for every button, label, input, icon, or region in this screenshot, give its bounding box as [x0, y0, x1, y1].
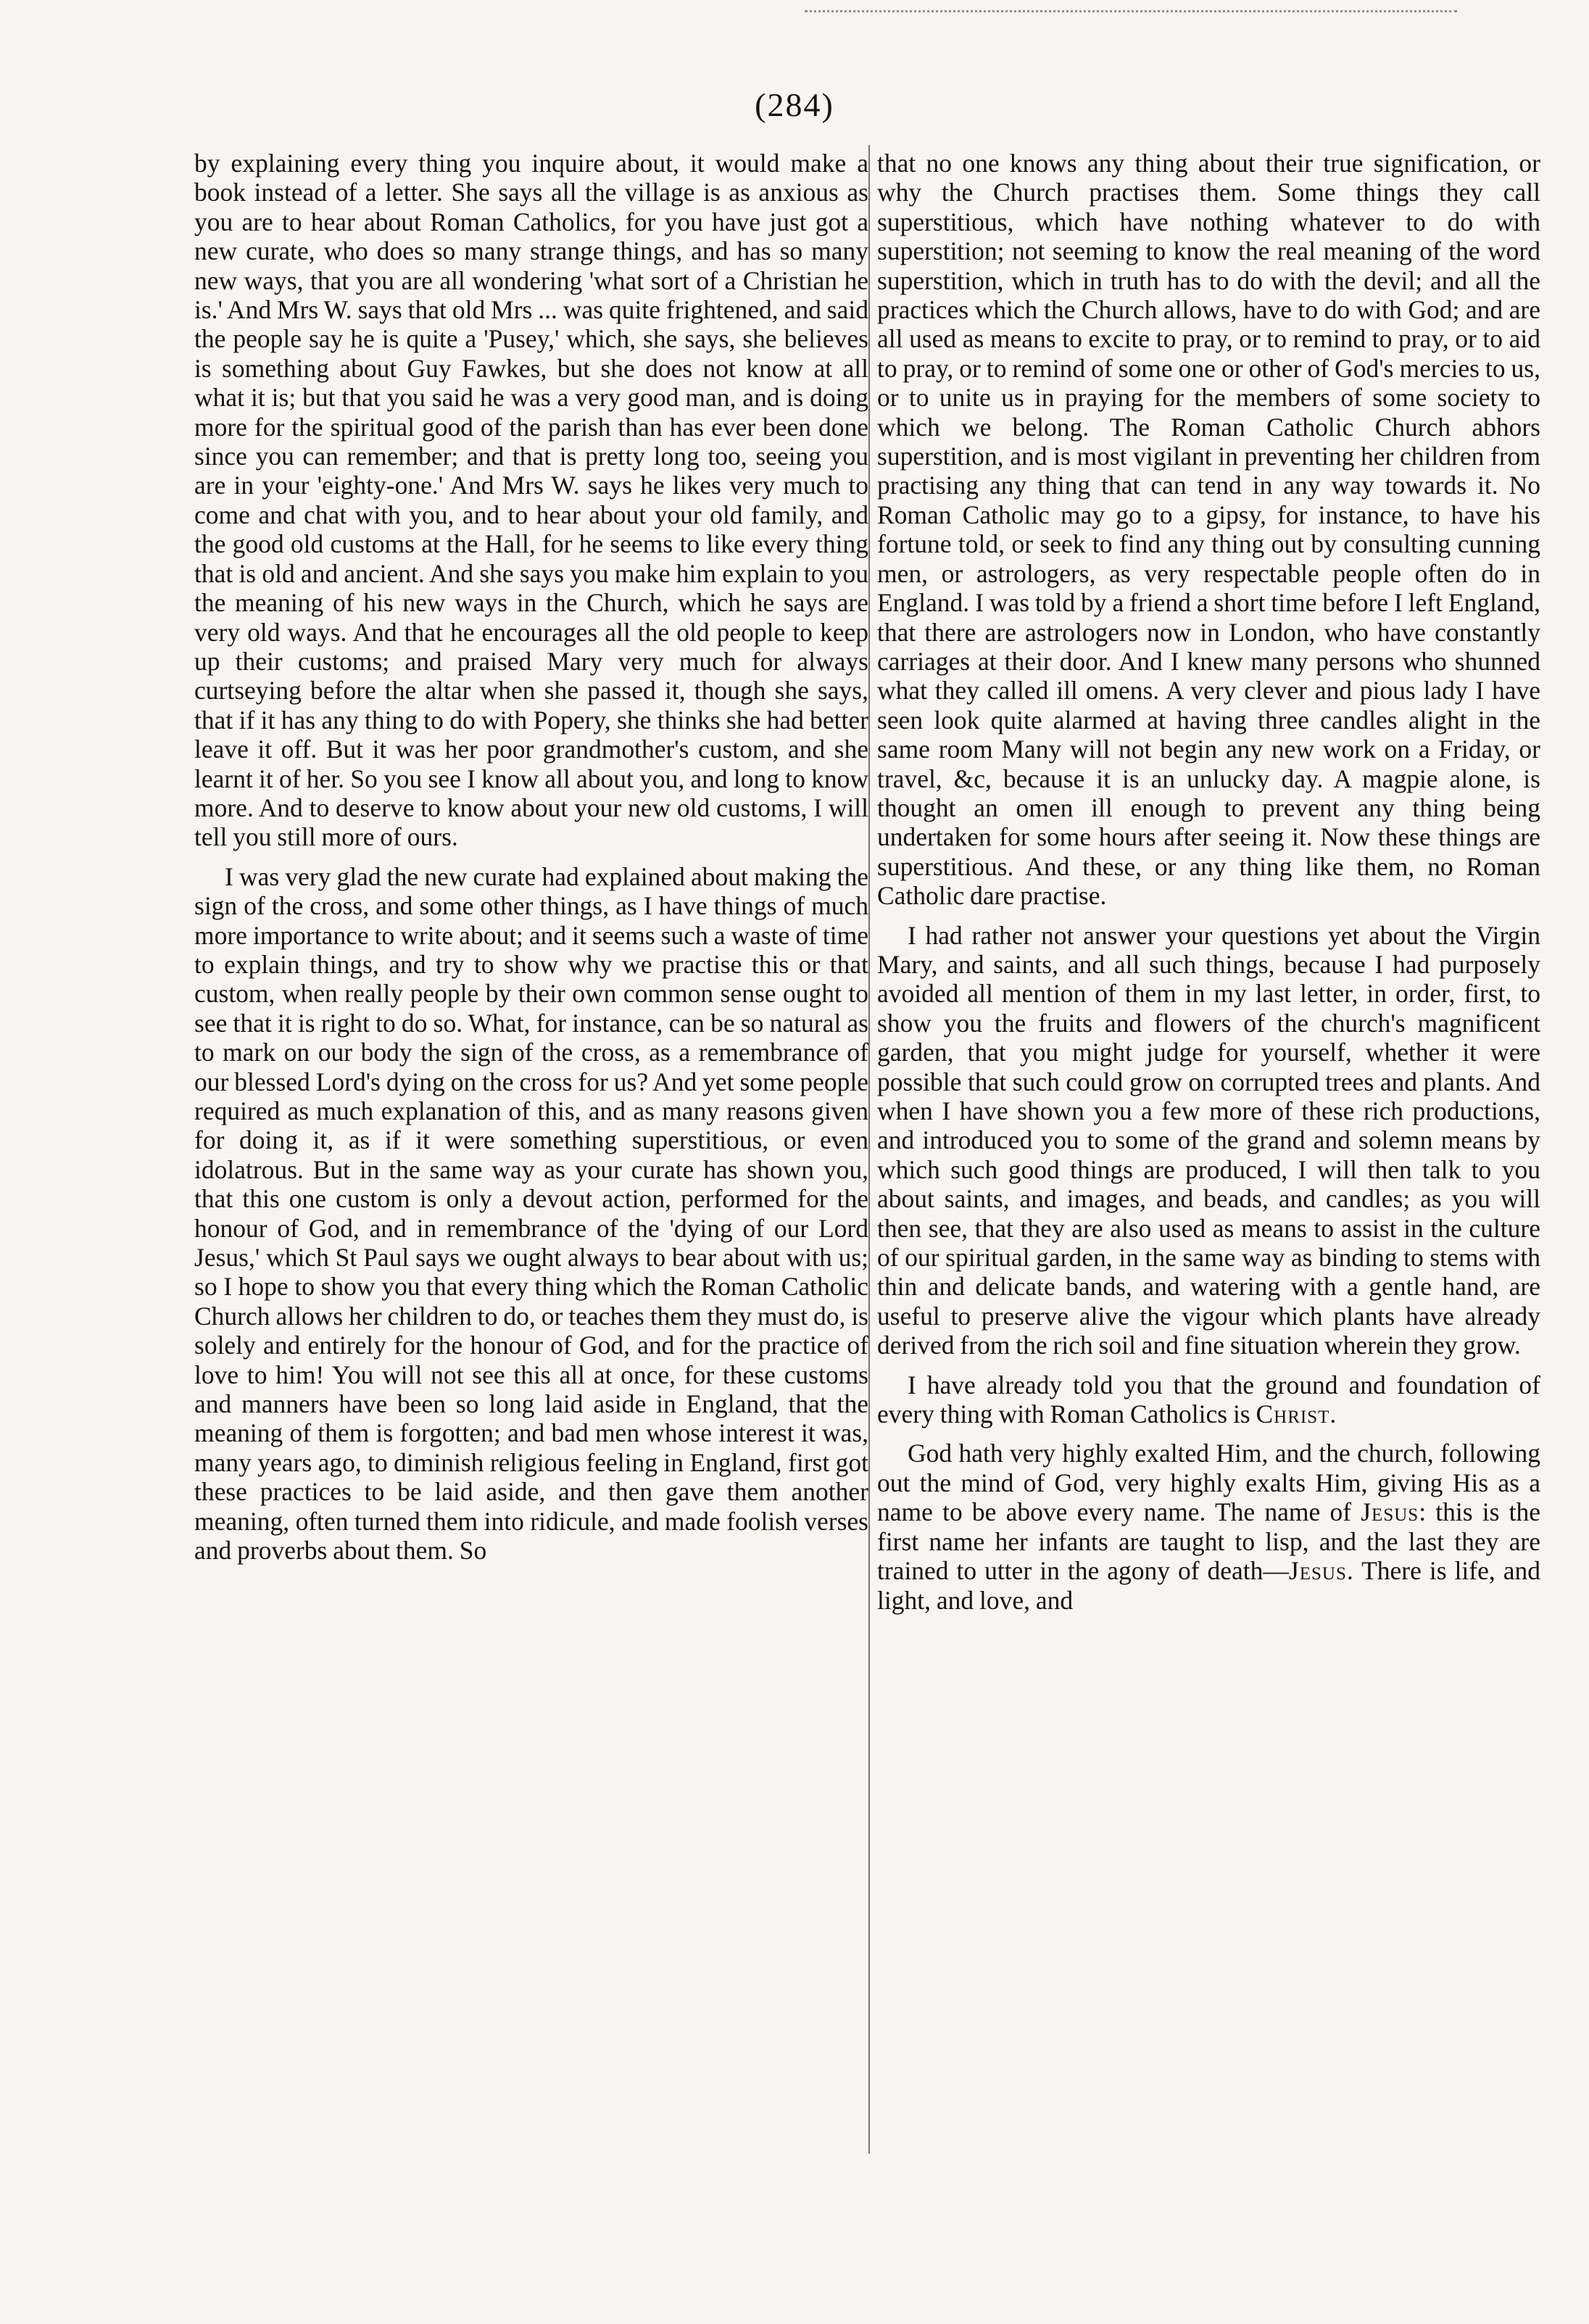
right-paragraph-4-text-a: God hath very highly exalted Him, and the church, following out the mind of God, very highly exalts Him, giving His as a name to be above every name. The name of [877, 1439, 1540, 1527]
top-rule [805, 0, 1457, 12]
left-paragraph-1: by explaining every thing you inquire about, it would make a book instead of a letter. She says all the village is as anxious as you are to hear about Roman Catholics, for you have just got a new curate, who does so many strange things, and has so many new ways, that you are all wondering 'what sort of a Christian he is.' And Mrs W. says that old Mrs ... was quite frightened, and said the people say he is quite a 'Pusey,' which, she says, she believes is something about Guy Fawkes, but she does not know at all what it is; but that you said he was a very good man, and is doing more for the spiritual good of the parish than has ever been done since you can remember; and that is pretty long too, seeing you are in your 'eighty-one.' And Mrs W. says he likes very much to come and chat with you, and to hear about your old family, and the good old customs at the Hall, for he seems to like every thing that is old and ancient. And she says you make him explain to you the meaning of his new ways in the Church, which he says are very old ways. And that he encourages all the old people to keep up their customs; and praised Mary very much for always curtseying before the altar when she passed it, though she says, that if it has any thing to do with Popery, she thinks she had better leave it off. But it was her poor grandmother's custom, and she learnt it of her. So you see I know all about you, and long to know more. And to deserve to know about your new old customs, I will tell you still more of ours. [194, 149, 868, 852]
jesus-word-1: Jesus [1361, 1497, 1419, 1527]
column-divider [868, 145, 870, 2154]
right-column [877, 149, 1540, 2179]
right-paragraph-3 [877, 1370, 1540, 1429]
right-paragraph-4-text-b: : this is the first name her infants are taught to lisp, and the last they are trained to utter in the agony of death— [877, 1497, 1540, 1586]
page-number: (284) [755, 86, 834, 123]
right-paragraph-4 [877, 1439, 1540, 1614]
right-paragraph-1: that no one knows any thing about their true signification, or why the Church practises them. Some things they call superstitious, which have nothing whatever to do with superstition; not seeming to know the real meaning of the word superstition, which in truth has to do with the devil; and all the practices which the Church allows, have to do with God; and are all used as means to excite to pray, or to remind to pray, or to aid to pray, or to remind of some one or other of God's mercies to us, or to unite us in praying for the members of some society to which we belong. The Roman Catholic Church abhors superstition, and is most vigilant in preventing her children from practising any thing that can tend in any way towards it. No Roman Catholic may go to a gipsy, for instance, to have his fortune told, or seek to find any thing out by consulting cunning men, or astrologers, as very respectable people often do in England. I was told by a friend a short time before I left England, that there are astrologers now in London, who have constantly carriages at their door. And I knew many persons who shunned what they called ill omens. A very clever and pious lady I have seen look quite alarmed at having three candles alight in the same room Many will not begin any new work on a Friday, or travel, &c, because it is an unlucky day. A magpie alone, is thought an omen ill enough to prevent any thing being undertaken for some hours after seeing it. Now these things are superstitious. And these, or any thing like them, no Roman Catholic dare practise. [877, 149, 1540, 911]
right-paragraph-4-text-c: There is life, and light, and love, and [877, 1556, 1540, 1615]
right-paragraph-3-text: I have already told you that the ground and foundation of every thing with Roman Catholics is [877, 1370, 1540, 1429]
right-paragraph-2: I had rather not answer your questions yet about the Virgin Mary, and saints, and all such things, because I had purposely avoided all mention of them in my last letter, in order, first, to show you the fruits and flowers of the church's magnificent garden, that you might judge for yourself, whether it were possible that such could grow on corrupted trees and plants. And when I have shown you a few more of these rich productions, and introduced you to some of the grand and solemn means by which such good things are produced, I will then talk to you about saints, and images, and beads, and candles; as you will then see, that they are also used as means to assist in the culture of our spiritual garden, in the same way as binding to stems with thin and delicate bands, and watering with a gentle hand, are useful to preserve alive the vigour which plants have already derived from the rich soil and fine situation wherein they grow. [877, 920, 1540, 1360]
jesus-word-2: Jesus. [1288, 1556, 1354, 1586]
left-column [194, 149, 868, 2179]
left-paragraph-2: I was very glad the new curate had explained about making the sign of the cross, and some other things, as I have things of much more importance to write about; and it seems such a waste of time to explain things, and try to show why we practise this or that custom, when really people by their own common sense ought to see that it is right to do so. What, for instance, can be so natural as to mark on our body the sign of the cross, as a remembrance of our blessed Lord's dying on the cross for us? And yet some people required as much explanation of this, and as many reasons given for doing it, as if it were something superstitious, or even idolatrous. But in the same way as your curate has shown you, that this one custom is only a devout action, performed for the honour of God, and in remembrance of the 'dying of our Lord Jesus,' which St Paul says we ought always to bear about with us; so I hope to show you that every thing which the Roman Catholic Church allows her children to do, or teaches them they must do, is solely and entirely for the honour of God, and for the practice of love to him! You will not see this all at once, for these customs and manners have been so long laid aside in England, that the meaning of them is forgotten; and bad men whose interest it was, many years ago, to diminish religious feeling in England, first got these practices to be laid aside, and then gave them another meaning, often turned them into ridicule, and made foolish verses and proverbs about them. So [194, 861, 868, 1566]
christ-word: Christ. [1256, 1399, 1337, 1429]
